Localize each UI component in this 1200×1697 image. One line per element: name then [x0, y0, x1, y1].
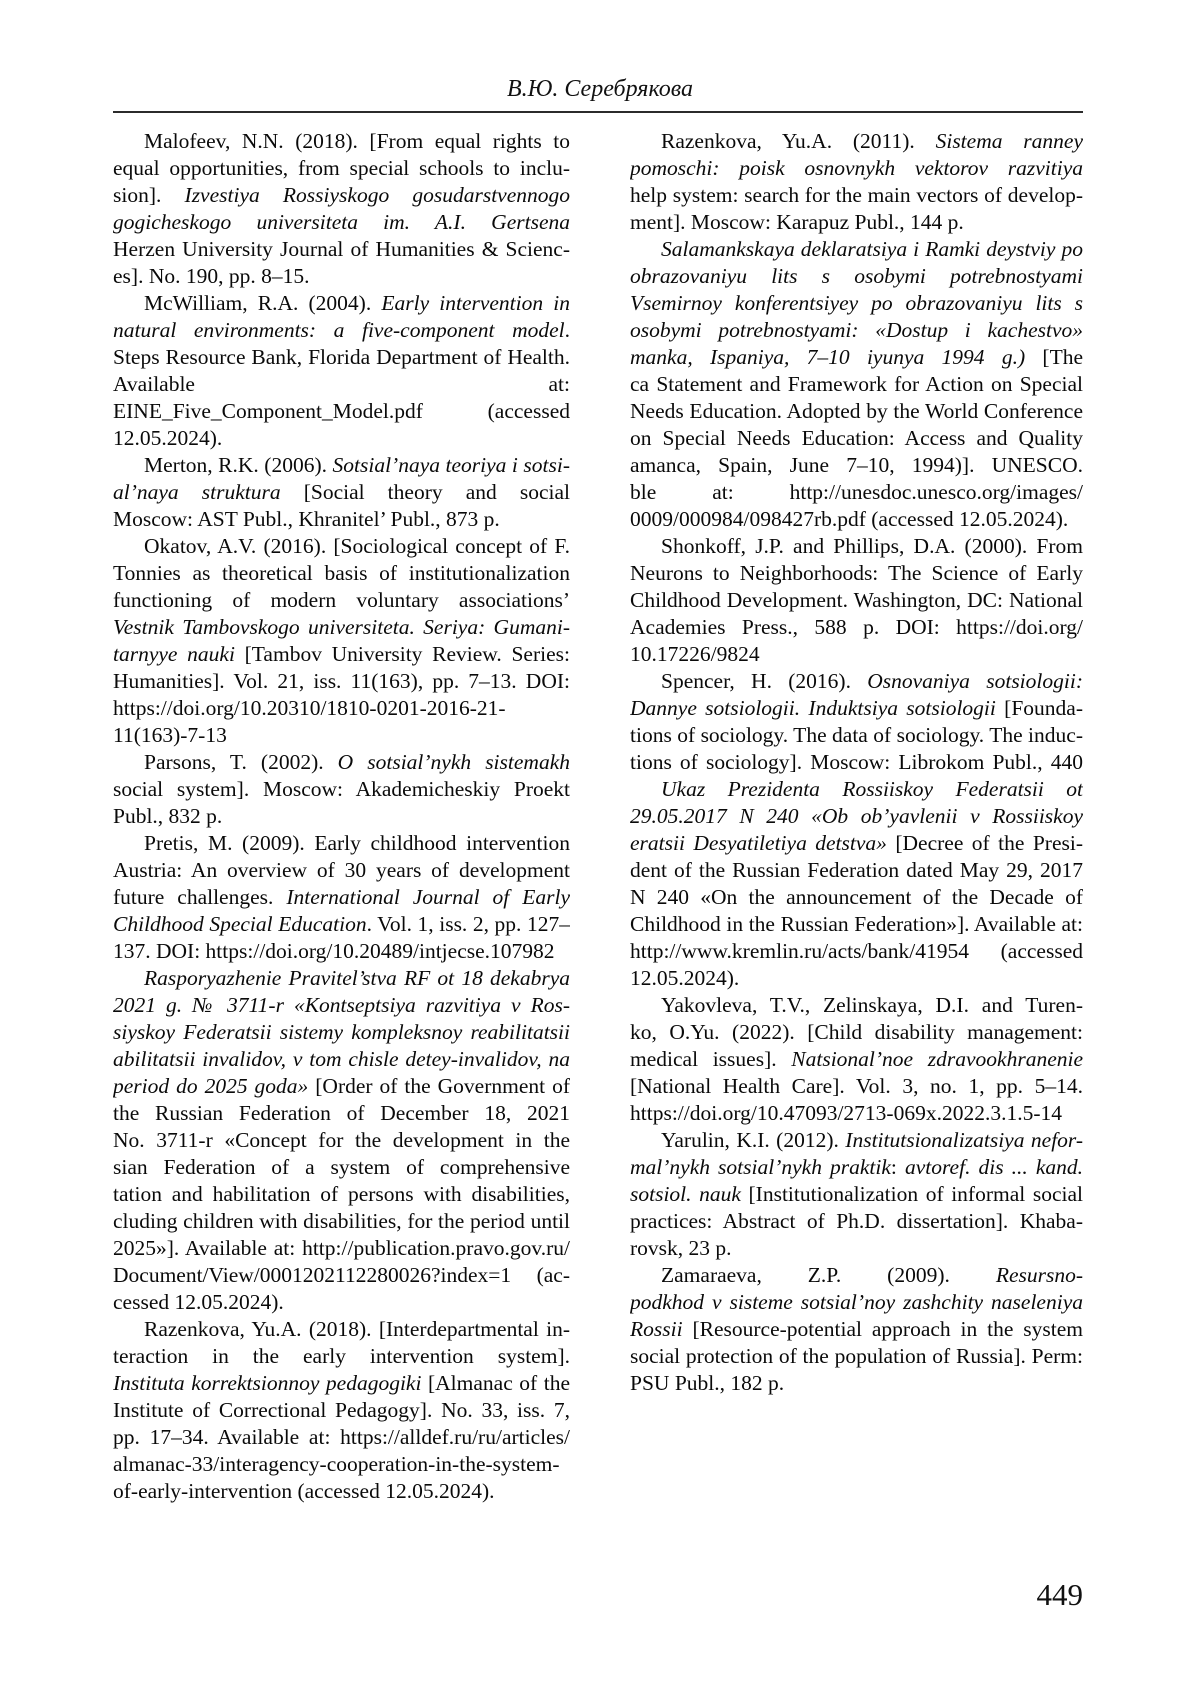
reference-text-run: social protection of the population of Russia]. Perm: [630, 1344, 1083, 1368]
reference-line [113, 1316, 570, 1343]
reference-text-run: Institutsionalizatsiya nefor- [845, 1128, 1083, 1152]
reference-text-run: Institute of Correctional Pedagogy]. No. 33, iss. 7, [113, 1398, 570, 1422]
reference-line [630, 344, 1083, 371]
reference-text-run: practices: Abstract of Ph.D. dissertation]. Khaba- [630, 1209, 1083, 1233]
reference-entry [630, 533, 1083, 668]
references-column-right [630, 128, 1083, 1505]
reference-text-run: Academies Press., 588 p. DOI: https://doi.org/ [630, 615, 1083, 639]
reference-entry [630, 1127, 1083, 1262]
reference-text-run: EINE_Five_Component_Model.pdf (accessed [113, 399, 570, 423]
reference-line [630, 695, 1083, 722]
reference-text-run: Humanities]. Vol. 21, iss. 11(163), pp. 7–13. DOI: [113, 669, 570, 693]
reference-line [630, 452, 1083, 479]
reference-line [113, 398, 570, 425]
reference-line [630, 155, 1083, 182]
reference-text-run: tarnyye nauki [113, 642, 235, 666]
reference-line [113, 236, 570, 263]
reference-text-run: Publ., 832 p. [113, 804, 223, 828]
reference-line [113, 749, 570, 776]
reference-text-run: International Journal of Early [286, 885, 570, 909]
reference-text-run: eratsii Desyatiletiya detstva» [630, 831, 887, 855]
reference-text-run: N 240 «On the announcement of the Decade of [630, 885, 1083, 909]
reference-line [113, 911, 570, 938]
reference-text-run: ca Statement and Framework for Action on Special [630, 372, 1083, 396]
reference-line [630, 1046, 1083, 1073]
reference-text-run: O sotsial’nykh sistemakh [337, 750, 570, 774]
reference-text-run: mal’nykh sotsial’nykh praktik [630, 1155, 891, 1179]
reference-line [113, 1100, 570, 1127]
reference-text-run: cessed 12.05.2024). [113, 1290, 284, 1314]
reference-line [113, 425, 570, 452]
reference-text-run: rovsk, 23 p. [630, 1236, 732, 1260]
reference-line [113, 182, 570, 209]
reference-text-run: on Special Needs Education: Access and Quality [630, 426, 1083, 450]
reference-line [630, 290, 1083, 317]
reference-text-run: osobymi potrebnostyami: «Dostup i kachestvo» [630, 318, 1083, 342]
reference-text-run: [National Health Care]. Vol. 3, no. 1, pp. 5–14. [630, 1074, 1083, 1098]
reference-line [113, 641, 570, 668]
reference-text-run: ment]. Moscow: Karapuz Publ., 144 p. [630, 210, 964, 234]
reference-line [113, 1289, 570, 1316]
reference-text-run: McWilliam, R.A. (2004). [144, 291, 382, 315]
reference-text-run: period do 2025 goda» [113, 1074, 309, 1098]
reference-text-run: siyskoy Federatsii sistemy kompleksnoy reabilitatsii [113, 1020, 570, 1044]
reference-text-run: Sistema ranney [935, 129, 1083, 153]
reference-text-run: Resursno- [995, 1263, 1083, 1287]
reference-text-run: Vestnik Tambovskogo universiteta. Seriya: Gumani- [113, 615, 570, 639]
reference-text-run: http://www.kremlin.ru/acts/bank/41954 (accessed [630, 939, 1083, 963]
reference-line [113, 992, 570, 1019]
reference-line [113, 1046, 570, 1073]
reference-text-run: Osnovaniya sotsiologii: [867, 669, 1083, 693]
reference-line [113, 857, 570, 884]
reference-line [113, 1343, 570, 1370]
reference-text-run: 2021 g. № 3711-r «Kontseptsiya razvitiya v Ros- [113, 993, 570, 1017]
reference-text-run: : [890, 1155, 905, 1179]
reference-line [630, 398, 1083, 425]
reference-line [630, 533, 1083, 560]
reference-line [630, 803, 1083, 830]
reference-text-run: sion]. [113, 183, 185, 207]
reference-entry [630, 776, 1083, 992]
reference-text-run: Early intervention in [381, 291, 570, 315]
reference-line [630, 1181, 1083, 1208]
reference-line [630, 1235, 1083, 1262]
reference-text-run: Shonkoff, J.P. and Phillips, D.A. (2000). From [661, 534, 1083, 558]
reference-text-run: sian Federation of a system of comprehensive [113, 1155, 570, 1179]
reference-text-run: Dannye sotsiologii. Induktsiya sotsiologii [630, 696, 996, 720]
reference-line [630, 1208, 1083, 1235]
reference-line [113, 371, 570, 398]
reference-line [630, 1343, 1083, 1370]
reference-line [630, 668, 1083, 695]
reference-entry [113, 965, 570, 1316]
reference-line [113, 965, 570, 992]
reference-text-run: [Founda- [995, 696, 1083, 720]
reference-line [113, 776, 570, 803]
reference-entry [630, 236, 1083, 533]
reference-text-run: gogicheskogo universiteta im. A.I. Gertsena [113, 210, 570, 234]
reference-text-run: https://doi.org/10.47093/2713-069x.2022.3.1.5-14 [630, 1101, 1062, 1125]
reference-line [630, 1073, 1083, 1100]
reference-line [630, 641, 1083, 668]
reference-text-run: manka, Ispaniya, 7–10 iyunya 1994 g.) [630, 345, 1026, 369]
reference-line [630, 830, 1083, 857]
reference-text-run: [Tambov University Review. Series: [234, 642, 570, 666]
reference-text-run: Yarulin, K.I. (2012). [661, 1128, 846, 1152]
reference-line [630, 236, 1083, 263]
reference-line [113, 614, 570, 641]
reference-text-run: pp. 17–34. Available at: https://alldef.ru/ru/articles/ [113, 1425, 570, 1449]
reference-line [630, 1289, 1083, 1316]
reference-line [113, 209, 570, 236]
reference-text-run: Razenkova, Yu.A. (2018). [Interdepartmental in- [144, 1317, 570, 1341]
reference-text-run: Tonnies as theoretical basis of institutionalization [113, 561, 570, 585]
reference-line [113, 479, 570, 506]
reference-text-run: Zamaraeva, Z.P. (2009). [661, 1263, 996, 1287]
reference-text-run: Childhood Development. Washington, DC: National [630, 588, 1083, 612]
reference-line [113, 1397, 570, 1424]
reference-line [113, 155, 570, 182]
reference-text-run: podkhod v sisteme sotsial’noy zashchity naseleniya [630, 1290, 1083, 1314]
page-number: 449 [1036, 1577, 1083, 1612]
reference-text-run: social system]. Moscow: Akademicheskiy Proekt [113, 777, 570, 801]
reference-text-run: Yakovleva, T.V., Zelinskaya, D.I. and Turen- [661, 993, 1083, 1017]
reference-line [113, 317, 570, 344]
reference-line [630, 749, 1083, 776]
reference-entry [113, 290, 570, 452]
reference-text-run: Merton, R.K. (2006). [144, 453, 333, 477]
reference-text-run: amanca, Spain, June 7–10, 1994)]. UNESCO. [630, 453, 1083, 477]
reference-text-run: 12.05.2024). [113, 426, 223, 450]
reference-line [113, 344, 570, 371]
reference-text-run: Document/View/0001202112280026?index=1 (ac- [113, 1263, 570, 1287]
reference-text-run: ble at: http://unesdoc.unesco.org/images/ [630, 480, 1083, 504]
reference-line [113, 1451, 570, 1478]
references-section [113, 128, 1083, 1505]
reference-text-run: Rossii [630, 1317, 683, 1341]
reference-text-run: Vsemirnoy konferentsiyey po obrazovaniyu lits s [630, 291, 1083, 315]
reference-line [113, 533, 570, 560]
reference-line [113, 668, 570, 695]
reference-text-run: functioning of modern voluntary associations’ [113, 588, 570, 612]
reference-text-run: Izvestiya Rossiyskogo gosudarstvennogo [184, 183, 570, 207]
reference-line [113, 1370, 570, 1397]
reference-text-run: Malofeev, N.N. (2018). [From equal rights to [144, 129, 570, 153]
reference-text-run: Natsional’noe zdravookhranenie [791, 1047, 1083, 1071]
reference-line [113, 506, 570, 533]
references-column-left [113, 128, 570, 1505]
reference-line [630, 911, 1083, 938]
reference-line [113, 560, 570, 587]
reference-text-run: almanac-33/interagency-cooperation-in-the-system- [113, 1452, 560, 1476]
reference-text-run: No. 3711-r «Concept for the development in the [113, 1128, 570, 1152]
reference-line [113, 938, 570, 965]
reference-text-run: [Social theory and social [303, 480, 570, 504]
reference-text-run: [Institutionalization of informal social [740, 1182, 1083, 1206]
reference-line [630, 1100, 1083, 1127]
reference-line [630, 587, 1083, 614]
reference-entry [630, 1262, 1083, 1397]
reference-text-run: 2025»]. Available at: http://publication.pravo.gov.ru/ [113, 1236, 570, 1260]
reference-line [630, 992, 1083, 1019]
reference-text-run: [Decree of the Presi- [886, 831, 1083, 855]
reference-line [630, 1127, 1083, 1154]
reference-line [113, 803, 570, 830]
reference-text-run: . [564, 318, 570, 342]
reference-line [630, 479, 1083, 506]
reference-text-run: Pretis, M. (2009). Early childhood intervention [144, 831, 570, 855]
reference-line [113, 1235, 570, 1262]
reference-line [113, 128, 570, 155]
reference-line [113, 1154, 570, 1181]
reference-text-run: al’naya struktura [113, 480, 281, 504]
reference-text-run: 12.05.2024). [630, 966, 740, 990]
reference-text-run: Steps Resource Bank, Florida Department of Health. [113, 345, 570, 369]
reference-line [113, 1478, 570, 1505]
reference-text-run: Razenkova, Yu.A. (2011). [661, 129, 936, 153]
reference-text-run: es]. No. 190, pp. 8–15. [113, 264, 310, 288]
reference-line [113, 1262, 570, 1289]
reference-text-run: 11(163)-7-13 [113, 723, 227, 747]
reference-text-run: Neurons to Neighborhoods: The Science of Early [630, 561, 1083, 585]
reference-line [630, 128, 1083, 155]
reference-entry [113, 1316, 570, 1505]
reference-line [113, 1073, 570, 1100]
reference-text-run: Rasporyazhenie Pravitel’stva RF ot 18 dekabrya [144, 966, 570, 990]
reference-text-run: Austria: An overview of 30 years of development [113, 858, 570, 882]
reference-entry [630, 668, 1083, 776]
running-head-author: В.Ю. Серебрякова [506, 76, 694, 102]
reference-text-run: Available at: [113, 372, 570, 396]
reference-text-run: help system: search for the main vectors of develop- [630, 183, 1083, 207]
reference-entry [113, 452, 570, 533]
reference-text-run: Instituta korrektsionnoy pedagogiki [113, 1371, 422, 1395]
reference-text-run: tions of sociology]. Moscow: Librokom Publ., 440 [630, 750, 1083, 774]
reference-line [113, 884, 570, 911]
reference-text-run: . Vol. 1, iss. 2, pp. 127– [366, 912, 570, 936]
reference-text-run: Spencer, H. (2016). [661, 669, 868, 693]
reference-line [113, 722, 570, 749]
reference-line [630, 1316, 1083, 1343]
reference-entry [113, 128, 570, 290]
reference-text-run: avtoref. dis ... kand. [904, 1155, 1083, 1179]
reference-line [630, 317, 1083, 344]
reference-text-run: 137. DOI: https://doi.org/10.20489/intjecse.107982 [113, 939, 555, 963]
reference-line [630, 1019, 1083, 1046]
reference-line [113, 1181, 570, 1208]
reference-text-run: pomoschi: poisk osnovnykh vektorov razvitiya [630, 156, 1083, 180]
reference-text-run: medical issues]. [630, 1047, 792, 1071]
reference-text-run: Childhood in the Russian Federation»]. Available at: [630, 912, 1083, 936]
reference-line [630, 776, 1083, 803]
reference-text-run: Sotsial’naya teoriya i sotsi- [332, 453, 570, 477]
reference-text-run: Childhood Special Education [113, 912, 367, 936]
reference-line [630, 209, 1083, 236]
reference-text-run: cluding children with disabilities, for the period until [113, 1209, 570, 1233]
reference-line [630, 1262, 1083, 1289]
reference-line [630, 857, 1083, 884]
reference-text-run: future challenges. [113, 885, 287, 909]
reference-text-run: 10.17226/9824 [630, 642, 760, 666]
header-rule [113, 111, 1083, 113]
reference-line [113, 830, 570, 857]
reference-text-run: natural environments: a five-component model [113, 318, 565, 342]
reference-text-run: ko, O.Yu. (2022). [Child disability management: [630, 1020, 1083, 1044]
reference-line [113, 263, 570, 290]
reference-text-run: PSU Publ., 182 p. [630, 1371, 785, 1395]
reference-line [630, 965, 1083, 992]
reference-line [113, 1208, 570, 1235]
reference-line [630, 884, 1083, 911]
reference-text-run: tation and habilitation of persons with disabilities, [113, 1182, 570, 1206]
reference-entry [630, 992, 1083, 1127]
reference-line [630, 1154, 1083, 1181]
reference-text-run: abilitatsii invalidov, v tom chisle detey-invalidov, na [113, 1047, 570, 1071]
reference-entry [113, 533, 570, 749]
reference-entry [113, 830, 570, 965]
reference-text-run: [Order of the Government of [308, 1074, 570, 1098]
reference-line [630, 1370, 1083, 1397]
reference-text-run: Okatov, A.V. (2016). [Sociological concept of F. [144, 534, 570, 558]
reference-text-run: Needs Education. Adopted by the World Conference [630, 399, 1083, 423]
reference-line [630, 614, 1083, 641]
reference-line [630, 182, 1083, 209]
reference-text-run: tions of sociology. The data of sociology. The induc- [630, 723, 1083, 747]
reference-text-run: [The [1042, 345, 1083, 369]
reference-text-run: Ukaz Prezidenta Rossiiskoy Federatsii ot [661, 777, 1083, 801]
reference-text-run: dent of the Russian Federation dated May 29, 2017 [630, 858, 1083, 882]
reference-line [630, 263, 1083, 290]
reference-text-run: obrazovaniyu lits s osobymi potrebnostyami [630, 264, 1083, 288]
reference-text-run: Herzen University Journal of Humanities & Scienc- [113, 237, 570, 261]
reference-entry [113, 749, 570, 830]
reference-text-run: 29.05.2017 N 240 «Ob ob’yavlenii v Rossiiskoy [630, 804, 1083, 828]
reference-text-run: [Almanac of the [421, 1371, 570, 1395]
reference-text-run: equal opportunities, from special schools to inclu- [113, 156, 570, 180]
reference-line [630, 371, 1083, 398]
reference-text-run: Parsons, T. (2002). [144, 750, 338, 774]
reference-text-run: sotsiol. nauk [630, 1182, 741, 1206]
reference-line [113, 1019, 570, 1046]
reference-line [113, 695, 570, 722]
reference-line [113, 1424, 570, 1451]
reference-text-run: Salamankskaya deklaratsiya i Ramki deystviy po [661, 237, 1083, 261]
reference-line [630, 722, 1083, 749]
reference-line [630, 938, 1083, 965]
reference-line [630, 560, 1083, 587]
reference-line [113, 1127, 570, 1154]
reference-line [113, 587, 570, 614]
reference-text-run: 0009/000984/098427rb.pdf (accessed 12.05.2024). [630, 507, 1069, 531]
reference-line [630, 425, 1083, 452]
reference-line [113, 290, 570, 317]
reference-text-run: teraction in the early intervention system]. [113, 1344, 570, 1368]
reference-text-run: the Russian Federation of December 18, 2021 [113, 1101, 570, 1125]
reference-text-run: https://doi.org/10.20310/1810-0201-2016-21- [113, 696, 506, 720]
reference-line [630, 506, 1083, 533]
reference-text-run: [Resource-potential approach in the system [692, 1317, 1083, 1341]
reference-text-run: Moscow: AST Publ., Khranitel’ Publ., 873 p. [113, 507, 500, 531]
reference-entry [630, 128, 1083, 236]
reference-line [113, 452, 570, 479]
reference-text-run: of-early-intervention (accessed 12.05.2024). [113, 1479, 495, 1503]
